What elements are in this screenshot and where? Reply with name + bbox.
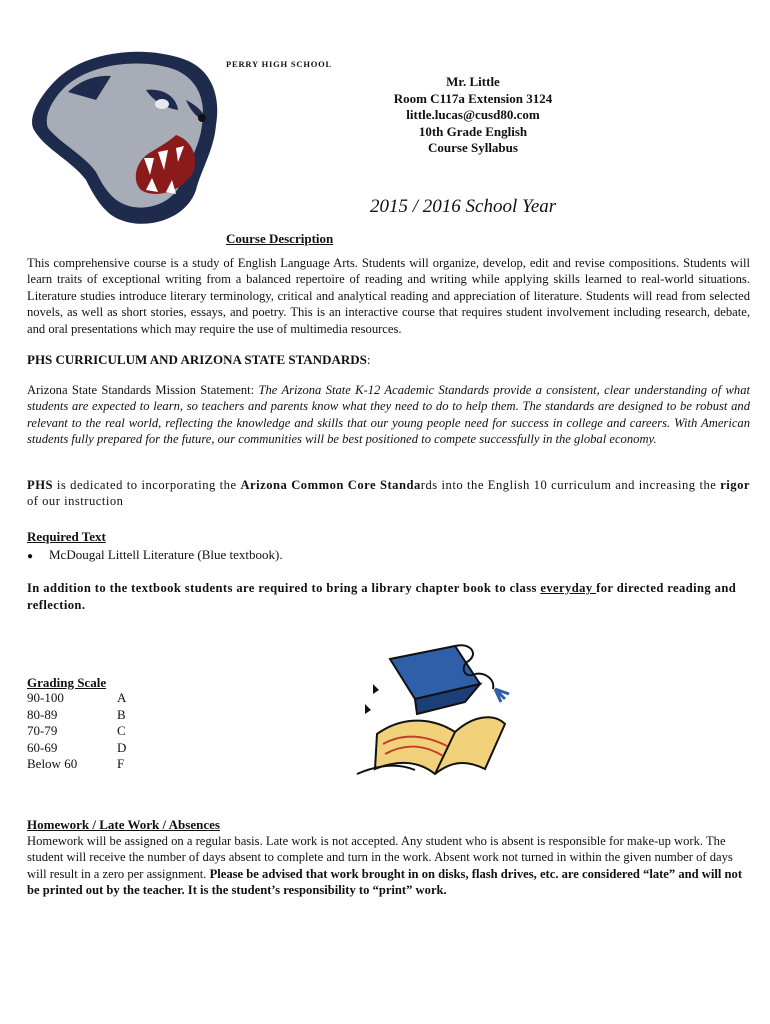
required-text-item (27, 547, 283, 563)
library-book-note (27, 580, 753, 614)
required-text-item-label: McDougal Littell Literature (Blue textbook). (49, 547, 283, 562)
teacher-name: Mr. Little (446, 74, 500, 89)
ded-text-1: is dedicated to incorporating the (53, 478, 241, 492)
grade-row (27, 756, 126, 773)
grading-scale-title: Grading Scale (27, 675, 107, 690)
addition-text-2: for directed reading and reflection. (27, 581, 737, 612)
ded-rigor: rigor (720, 478, 750, 492)
mission-quote: The Arizona State K-12 Academic Standards provide a consistent, clear understanding of what students are expected to learn, so teachers and parents know what they need to do to help them. The standards are designed to be robust and relevant to the real world, reflecting the knowledge and skills that our young people need for success in college and careers. With American students fully prepared for the future, our communities will be best positioned to compete successfully in the global economy. (27, 383, 750, 447)
course-description-title: Course Description (226, 231, 334, 246)
school-year: 2015 / 2016 School Year (370, 196, 557, 217)
course-name: 10th Grade English (418, 123, 528, 139)
teacher-email: little.lucas@cusd80.com (406, 107, 540, 122)
grade-letter: B (117, 706, 126, 722)
grade-row (27, 690, 126, 707)
bullet-icon: ● (27, 551, 34, 562)
grade-row (27, 723, 126, 740)
standards-title: PHS CURRICULUM AND ARIZONA STATE STANDARDS (27, 352, 367, 367)
ded-text-2: rds into the English 10 curriculum and increasing the (420, 478, 721, 492)
mission-label: Arizona State Standards Mission Statement: (27, 383, 259, 397)
teacher-info (360, 74, 586, 157)
document-title: Course Syllabus (428, 140, 518, 155)
addition-text-1: In addition to the textbook students are required to bring a library chapter book to class (27, 581, 541, 595)
room-extension: Room C117a Extension 3124 (393, 90, 553, 106)
grade-range: 60-69 (27, 739, 58, 755)
grading-scale-table (27, 690, 126, 773)
cougar-mascot-icon (26, 40, 226, 230)
grade-letter: C (117, 723, 126, 739)
ded-phs: PHS (27, 478, 53, 492)
grade-row (27, 740, 126, 757)
homework-title: Homework / Late Work / Absences (27, 817, 220, 832)
grade-range: Below 60 (27, 756, 78, 772)
standards-heading (27, 352, 750, 368)
grade-range: 90-100 (27, 690, 64, 705)
homework-policy: Homework will be assigned on a regular basis. Late work is not accepted. Any student who is absent is responsible for make-up work. The student will receive the number of days absent to complete and turn in the work. Absent work not turned in within the given number of days will result in a zero per assignment. (27, 834, 733, 881)
homework-bold-note: Please be advised that work brought in on disks, flash drives, etc. are considered “late” and will not be printed out by the teacher. It is the student’s responsibility to “print” work. (27, 866, 743, 898)
ded-acc: Arizona Common Core Standa (240, 478, 421, 492)
addition-underlined: everyday (540, 581, 597, 595)
grade-range: 80-89 (27, 706, 58, 722)
ded-text-3: of our instruction (27, 494, 124, 509)
course-description-text: This comprehensive course is a study of English Language Arts. Students will organize, develop, edit and revise compositions. Students will learn traits of exceptional writing from a balanced repertoire of reading and writing while applying skills learned to real-world situations. Literature studies introduce literary terminology, critical and analytical reading and appreciation of literature. Students will read from selected novels, as well as short stories, essays, and poetry. This is an interactive course that requires student involvement including research, debate, and oral presentations which may require the use of multimedia resources. (27, 256, 750, 336)
required-text-title: Required Text (27, 529, 106, 544)
dedication-paragraph (27, 477, 750, 510)
grade-letter: F (117, 756, 125, 772)
graduation-cap-book-icon (355, 644, 515, 784)
grade-range: 70-79 (27, 723, 58, 739)
school-name: PERRY HIGH SCHOOL (226, 59, 333, 69)
standards-title-suffix: : (366, 352, 371, 367)
grade-row (27, 707, 126, 724)
homework-text (27, 833, 747, 899)
grade-letter: D (117, 739, 127, 755)
mission-statement (27, 382, 750, 448)
grade-letter: A (117, 690, 127, 705)
